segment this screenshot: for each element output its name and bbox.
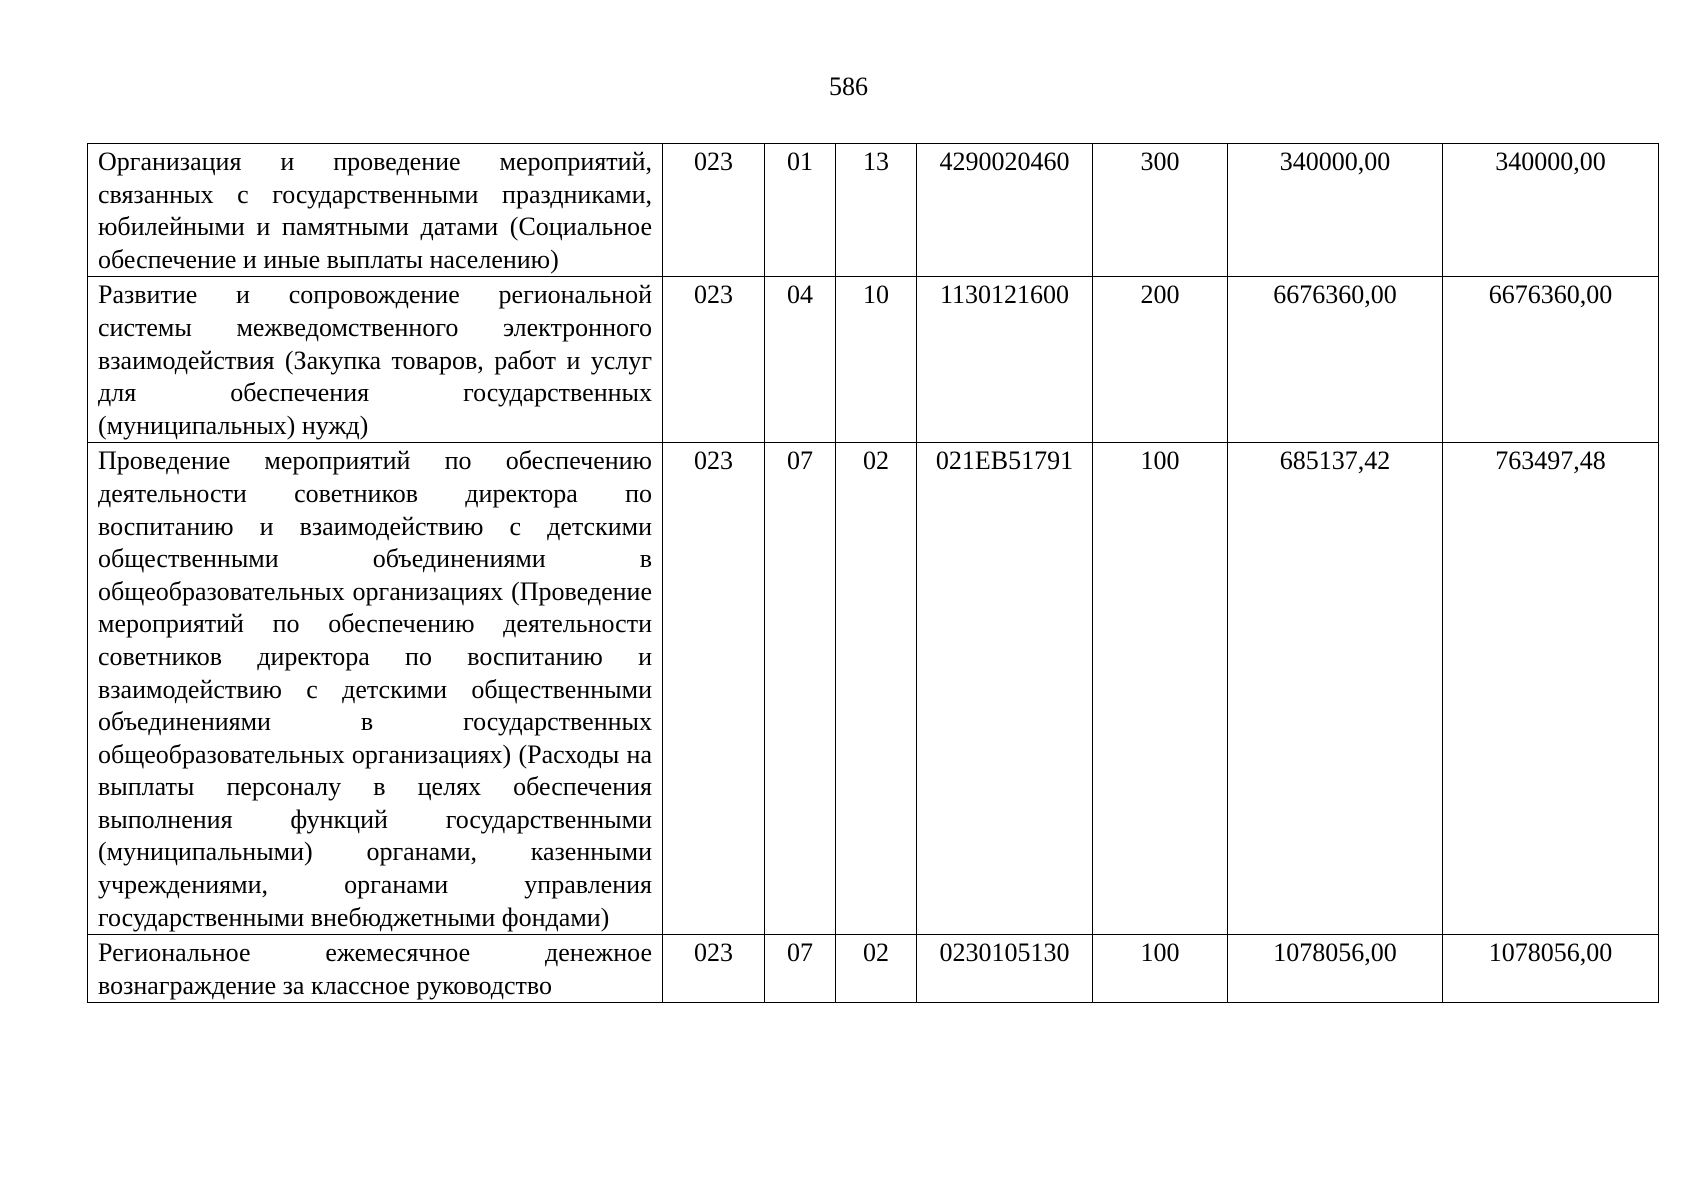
sum-year-2-cell: 1078056,00 xyxy=(1443,935,1659,1003)
subsection-code-cell: 10 xyxy=(836,277,917,443)
sum-year-2-cell: 763497,48 xyxy=(1443,443,1659,935)
sum-year-2-cell: 6676360,00 xyxy=(1443,277,1659,443)
subsection-code-cell: 02 xyxy=(836,443,917,935)
row-name-cell-wrapper xyxy=(88,935,663,1003)
row-name-cell: Проведение мероприятий по обеспечению деятельности советников директора по воспитанию и взаимодействию с детскими общественными объединениями в общеобразовательных организациях (Проведение мероприятий по обеспечению деятельности советников директора по воспитанию и взаимодействию с детскими общественными объединениями в государственных общеобразовательных организациях) (Расходы на выплаты персоналу в целях обеспечения выполнения функций государственными (муниципальными) органами, казенными учреждениями, органами управления государственными внебюджетными фондами) xyxy=(88,443,663,935)
table-row xyxy=(88,935,1659,1003)
subsection-code-cell: 13 xyxy=(836,144,917,277)
row-name-cell: Региональное ежемесячное денежное вознаграждение за классное руководство xyxy=(98,938,652,1000)
target-item-code-cell: 4290020460 xyxy=(917,144,1093,277)
expense-type-code-cell: 200 xyxy=(1093,277,1228,443)
sum-year-1-cell: 685137,42 xyxy=(1228,443,1443,935)
section-code-cell: 01 xyxy=(765,144,836,277)
expense-type-code-cell: 100 xyxy=(1093,443,1228,935)
page-number: 586 xyxy=(829,72,868,101)
target-item-code-cell: 1130121600 xyxy=(917,277,1093,443)
ministry-code-cell: 023 xyxy=(663,277,765,443)
expense-type-code-cell: 100 xyxy=(1093,935,1228,1003)
row-name-cell: Организация и проведение мероприятий, связанных с государственными праздниками, юбилейными и памятными датами (Социальное обеспечение и иные выплаты населению) xyxy=(88,144,663,277)
ministry-code-cell: 023 xyxy=(663,935,765,1003)
budget-table xyxy=(87,143,1659,1003)
sum-year-1-cell: 6676360,00 xyxy=(1228,277,1443,443)
section-code-cell: 07 xyxy=(765,935,836,1003)
subsection-code-cell: 02 xyxy=(836,935,917,1003)
sum-year-1-cell: 340000,00 xyxy=(1228,144,1443,277)
section-code-cell: 04 xyxy=(765,277,836,443)
sum-year-2-cell: 340000,00 xyxy=(1443,144,1659,277)
table-row xyxy=(88,277,1659,443)
target-item-code-cell: 0230105130 xyxy=(917,935,1093,1003)
sum-year-1-cell: 1078056,00 xyxy=(1228,935,1443,1003)
expense-type-code-cell: 300 xyxy=(1093,144,1228,277)
target-item-code-cell: 021EB51791 xyxy=(917,443,1093,935)
row-name-cell: Развитие и сопровождение региональной системы межведомственного электронного взаимодействия (Закупка товаров, работ и услуг для обеспечения государственных (муниципальных) нужд) xyxy=(88,277,663,443)
section-code-cell: 07 xyxy=(765,443,836,935)
ministry-code-cell: 023 xyxy=(663,443,765,935)
table-row xyxy=(88,144,1659,277)
ministry-code-cell: 023 xyxy=(663,144,765,277)
table-row xyxy=(88,443,1659,935)
